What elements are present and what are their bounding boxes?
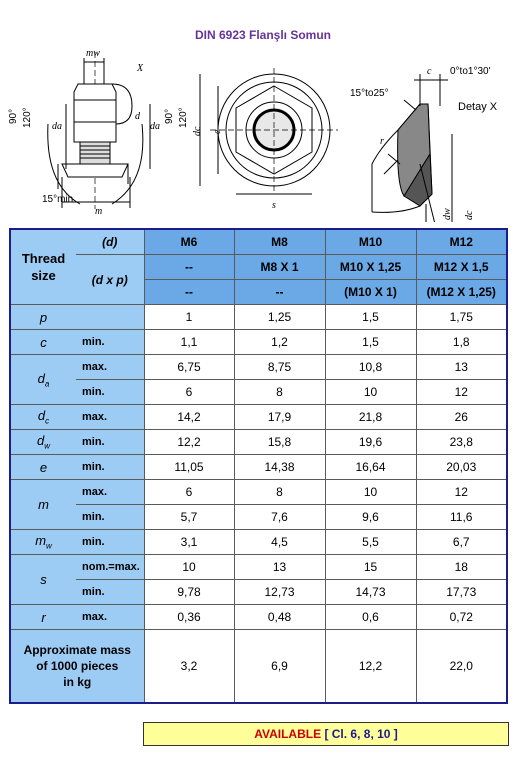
qualifier-cell: min. (76, 330, 144, 355)
d-label-text: (d) (102, 235, 118, 249)
qualifier-cell: min. (76, 580, 144, 605)
value-cell: 19,6 (325, 430, 416, 455)
symbol-cell (10, 355, 76, 405)
value-cell: 0,72 (416, 605, 507, 630)
qualifier-cell: max. (76, 355, 144, 380)
dxp-label: (d x p) (76, 255, 144, 305)
table-row (10, 530, 507, 555)
value-cell: 16,64 (325, 455, 416, 480)
available-classes: [ Cl. 6, 8, 10 ] (324, 727, 398, 741)
symbol-text: d (36, 433, 45, 449)
label-dc-detail: dc (464, 210, 475, 220)
header-row-fine (10, 255, 507, 280)
fine-m6: -- (144, 255, 234, 280)
size-m8: M8 (234, 229, 325, 255)
value-cell: 15 (325, 555, 416, 580)
symbol-subscript: a (44, 379, 50, 389)
qualifier-cell: min. (76, 380, 144, 405)
qualifier-cell: max. (76, 405, 144, 430)
label-range: 15°to25° (350, 88, 389, 99)
d-label (76, 229, 144, 255)
mass-m10: 12,2 (325, 630, 416, 704)
label-dc-top: dc (192, 126, 203, 136)
table-row (10, 555, 507, 580)
symbol-text: m (38, 497, 49, 512)
value-cell: 17,73 (416, 580, 507, 605)
page-title: DIN 6923 Flanşlı Somun (194, 28, 332, 42)
value-cell: 9,6 (325, 505, 416, 530)
symbol-text: s (40, 572, 47, 587)
value-cell: 1 (144, 305, 234, 330)
size-m10: M10 (325, 229, 416, 255)
value-cell: 15,8 (234, 430, 325, 455)
value-cell: 14,2 (144, 405, 234, 430)
symbol-cell (10, 330, 76, 355)
symbol-text: d (37, 370, 45, 386)
table-row (10, 305, 507, 330)
value-cell: 1,25 (234, 305, 325, 330)
value-cell: 12,73 (234, 580, 325, 605)
table-row (10, 505, 507, 530)
label-angle-90-left: 90° (8, 108, 19, 124)
value-cell: 8,75 (234, 355, 325, 380)
value-cell: 1,8 (416, 330, 507, 355)
value-cell: 5,7 (144, 505, 234, 530)
value-cell: 18 (416, 555, 507, 580)
label-x: X (137, 63, 144, 74)
mass-m8: 6,9 (234, 630, 325, 704)
symbol-subscript: c (45, 416, 50, 426)
label-d: d (135, 111, 140, 122)
value-cell: 6 (144, 480, 234, 505)
table-row (10, 355, 507, 380)
value-cell: 20,03 (416, 455, 507, 480)
value-cell: 9,78 (144, 580, 234, 605)
value-cell: 12,2 (144, 430, 234, 455)
table-row (10, 405, 507, 430)
value-cell: 23,8 (416, 430, 507, 455)
label-c: c (427, 66, 432, 77)
qualifier-cell: nom.=max. (76, 555, 144, 580)
symbol-cell (10, 555, 76, 605)
qualifier-cell: min. (76, 455, 144, 480)
dimensions-table (9, 228, 508, 704)
symbol-cell (10, 530, 76, 555)
symbol-cell (10, 405, 76, 430)
symbol-text: c (40, 334, 47, 350)
symbol-text: d (37, 408, 46, 424)
table-row (10, 430, 507, 455)
value-cell: 1,5 (325, 305, 416, 330)
label-angle-120-left: 120° (22, 107, 33, 128)
value-cell: 10,8 (325, 355, 416, 380)
value-cell: 10 (325, 480, 416, 505)
mass-label (10, 630, 144, 704)
value-cell: 0,48 (234, 605, 325, 630)
value-cell: 4,5 (234, 530, 325, 555)
symbol-cell (10, 305, 76, 330)
symbol-text: m (35, 533, 47, 549)
label-da-right: da (150, 121, 160, 132)
fine-m8: M8 X 1 (234, 255, 325, 280)
flange-nut-drawing (0, 44, 526, 222)
value-cell: 13 (416, 355, 507, 380)
label-e: e (212, 129, 223, 134)
table-row (10, 580, 507, 605)
value-cell: 13 (234, 555, 325, 580)
symbol-text: r (41, 609, 46, 625)
thread-size-label: Thread size (10, 229, 76, 305)
fine2-m6: -- (144, 280, 234, 305)
fine-m12: M12 X 1,5 (416, 255, 507, 280)
label-dw: dw (442, 208, 453, 220)
table-row (10, 605, 507, 630)
label-15min: 15°min (42, 194, 74, 205)
available-word: AVAILABLE (254, 727, 322, 741)
value-cell: 14,73 (325, 580, 416, 605)
value-cell: 26 (416, 405, 507, 430)
label-m: m (95, 206, 103, 217)
size-m12: M12 (416, 229, 507, 255)
qualifier-cell: min. (76, 530, 144, 555)
symbol-cell (10, 480, 76, 530)
size-m6: M6 (144, 229, 234, 255)
symbol-text: p (39, 309, 48, 325)
table-row (10, 455, 507, 480)
label-da-left: da (52, 121, 62, 132)
fine-m10: M10 X 1,25 (325, 255, 416, 280)
label-mw: mw (86, 48, 100, 59)
value-cell: 6 (144, 380, 234, 405)
label-angle-120-right: 120° (178, 107, 189, 128)
label-detay: Detay X (458, 101, 498, 113)
symbol-subscript: w (44, 441, 50, 451)
table-row (10, 380, 507, 405)
table-row (10, 480, 507, 505)
value-cell: 7,6 (234, 505, 325, 530)
symbol-cell (10, 605, 76, 630)
header-row-size (10, 229, 507, 255)
symbol-cell (10, 455, 76, 480)
symbol-text: e (39, 459, 48, 475)
dimension-rows (10, 305, 507, 630)
value-cell: 1,1 (144, 330, 234, 355)
value-cell: 14,38 (234, 455, 325, 480)
qualifier-cell (76, 305, 144, 330)
qualifier-cell: max. (76, 605, 144, 630)
value-cell: 12 (416, 380, 507, 405)
value-cell: 10 (144, 555, 234, 580)
value-cell: 6,75 (144, 355, 234, 380)
mass-m6: 3,2 (144, 630, 234, 704)
symbol-subscript: w (46, 541, 52, 551)
value-cell: 3,1 (144, 530, 234, 555)
symbol-cell (10, 430, 76, 455)
value-cell: 8 (234, 480, 325, 505)
qualifier-cell: min. (76, 505, 144, 530)
value-cell: 1,75 (416, 305, 507, 330)
fine2-m12: (M12 X 1,25) (416, 280, 507, 305)
value-cell: 8 (234, 380, 325, 405)
label-r: r (380, 136, 384, 147)
label-s: s (272, 200, 276, 211)
table-row (10, 330, 507, 355)
value-cell: 21,8 (325, 405, 416, 430)
side-view (48, 52, 150, 209)
mass-m12: 22,0 (416, 630, 507, 704)
value-cell: 11,6 (416, 505, 507, 530)
value-cell: 0,36 (144, 605, 234, 630)
availability-banner (143, 722, 509, 746)
value-cell: 6,7 (416, 530, 507, 555)
fine2-m10: (M10 X 1) (325, 280, 416, 305)
value-cell: 11,05 (144, 455, 234, 480)
mass-label-2: of 1000 pieces (36, 659, 119, 673)
value-cell: 10 (325, 380, 416, 405)
mass-label-1: Approximate mass (23, 643, 131, 657)
fine2-m8: -- (234, 280, 325, 305)
value-cell: 1,2 (234, 330, 325, 355)
value-cell: 1,5 (325, 330, 416, 355)
value-cell: 0,6 (325, 605, 416, 630)
mass-row (10, 630, 507, 704)
label-angle-90-right: 90° (164, 108, 175, 124)
label-tol: 0°to1°30' (450, 66, 491, 77)
mass-label-3: in kg (63, 675, 92, 689)
value-cell: 12 (416, 480, 507, 505)
value-cell: 5,5 (325, 530, 416, 555)
value-cell: 17,9 (234, 405, 325, 430)
qualifier-cell: min. (76, 430, 144, 455)
qualifier-cell: max. (76, 480, 144, 505)
